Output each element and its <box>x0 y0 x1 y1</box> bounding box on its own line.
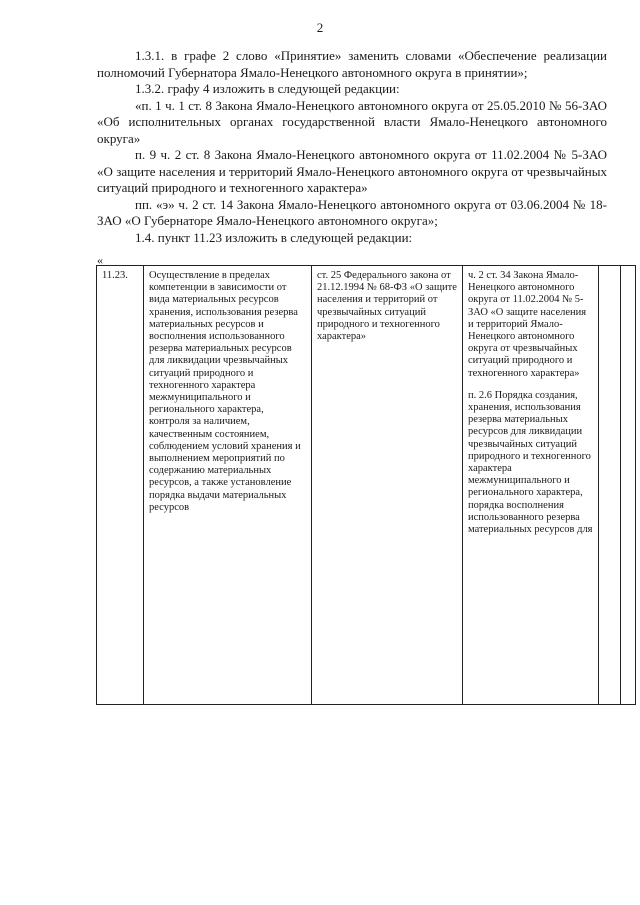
federal-basis-cell: ст. 25 Федерального закона от 21.12.1994 № 68-ФЗ «О защите населения и территорий от чрезвычайных ситуаций природного и техногенного характера» <box>312 266 463 705</box>
table-row <box>97 266 636 705</box>
amendment-table <box>96 265 636 705</box>
table-open-quote: « <box>97 253 103 267</box>
description-cell: Осуществление в пределах компетенции в зависимости от вида материальных ресурсов хранения, использования резерва материальных ресурсов и восполнения использованного резерва материальных ресурсов для ликвидации чрезвычайных ситуаций природного и техногенного характера межмуниципального и регионального характера, контроля за наличием, качественным состоянием, соблюдением условий хранения и выполнением мероприятий по содержанию материальных ресурсов, а также установление порядка выдачи материальных ресурсов <box>144 266 312 705</box>
paragraph-law-18-zao: пп. «э» ч. 2 ст. 14 Закона Ямало-Ненецкого автономного округа от 03.06.2004 № 18-ЗАО «О Губернаторе Ямало-Ненецкого автономного округа»; <box>97 196 607 228</box>
empty-cell <box>599 266 621 705</box>
paragraph-1-3-1: 1.3.1. в графе 2 слово «Принятие» заменить словами «Обеспечение реализации полномочий Губернатора Ямало-Ненецкого автономного округа в принятии»; <box>97 48 607 80</box>
paragraph-law-5-zao: п. 9 ч. 2 ст. 8 Закона Ямало-Ненецкого автономного округа от 11.02.2004 № 5-ЗАО «О защите населения и территорий Ямало-Ненецкого автономного округа от чрезвычайных ситуаций природного и техногенного характера» <box>97 147 607 195</box>
edge-cell <box>621 266 636 705</box>
regional-basis-law: ч. 2 ст. 34 Закона Ямало-Ненецкого автономного округа от 11.02.2004 № 5-ЗАО «О защите населения и территорий Ямало-Ненецкого автономного округа от чрезвычайных ситуаций природного и техногенного характера» <box>468 270 587 379</box>
regional-basis-cell <box>463 266 599 705</box>
paragraph-1-3-2: 1.3.2. графу 4 изложить в следующей редакции: <box>135 81 400 96</box>
document-body <box>97 48 607 246</box>
item-number-cell: 11.23. <box>97 266 144 705</box>
paragraph-1-4: 1.4. пункт 11.23 изложить в следующей редакции: <box>135 229 413 245</box>
paragraph-law-56-zao: «п. 1 ч. 1 ст. 8 Закона Ямало-Ненецкого автономного округа от 25.05.2010 № 56-ЗАО «Об исполнительных органах государственной власти Ямало-Ненецкого автономного округа» <box>97 97 607 146</box>
regional-basis-procedure: п. 2.6 Порядка создания, хранения, использования резерва материальных ресурсов для ликвидации чрезвычайных ситуаций природного и техногенного характера межмуниципального и регионального характера, порядка восполнения использованного резерва материальных ресурсов для <box>468 389 593 536</box>
page-number: 2 <box>316 20 324 35</box>
